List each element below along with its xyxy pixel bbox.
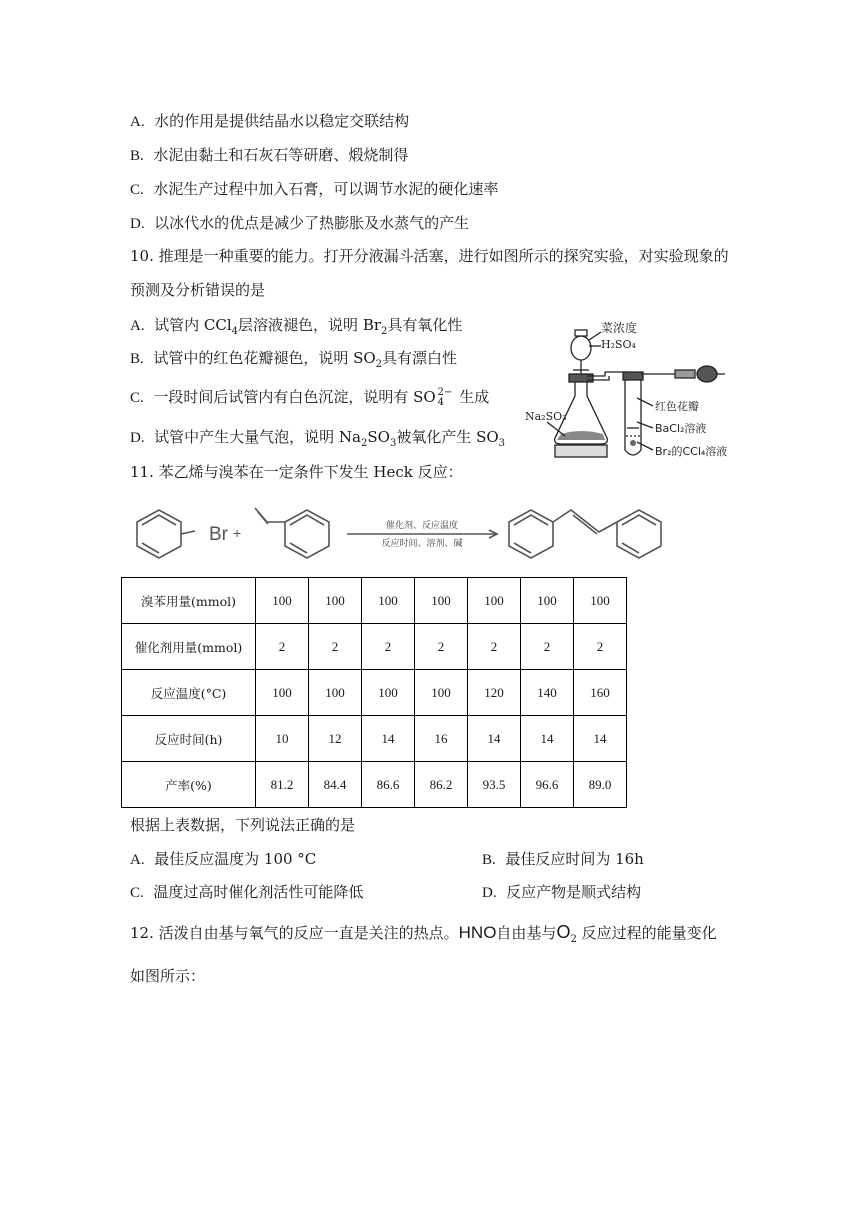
table-cell: 93.5 [468, 762, 521, 808]
table-cell: 100 [574, 578, 627, 624]
apparatus-label-br2: Br₂的CCl₄溶液 [655, 445, 728, 458]
table-row-label: 产率(%) [122, 762, 256, 808]
table-cell: 2 [574, 624, 627, 670]
apparatus-label-top: 菜浓度 [601, 321, 638, 335]
table-cell: 100 [521, 578, 574, 624]
table-cell: 2 [309, 624, 362, 670]
q11-option-c: C. 温度过高时催化剂活性可能降低 [130, 883, 364, 901]
table-row [122, 670, 627, 716]
table-cell: 84.4 [309, 762, 362, 808]
q11-stem: 11. 苯乙烯与溴苯在一定条件下发生 Heck 反应： [130, 463, 463, 481]
table-row-label: 催化剂用量(mmol) [122, 624, 256, 670]
table-cell: 2 [521, 624, 574, 670]
q11-option-b: B. 最佳反应时间为 16h [482, 850, 644, 868]
table-cell: 100 [468, 578, 521, 624]
q10-option-b: B. 试管中的红色花瓣褪色，说明 $SO_2$具有漂白性 [130, 349, 458, 370]
table-cell: 100 [362, 670, 415, 716]
table-cell: 100 [362, 578, 415, 624]
table-cell: 14 [362, 716, 415, 762]
apparatus-label-na2so3: Na₂SO₃ [525, 410, 567, 423]
q12-stem-line2: 如图所示： [130, 967, 206, 985]
table-cell: 120 [468, 670, 521, 716]
table-cell: 140 [521, 670, 574, 716]
reaction-condition-bottom: 反应时间、溶剂、碱 [381, 539, 463, 549]
table-cell: 100 [415, 578, 468, 624]
table-cell: 12 [309, 716, 362, 762]
table-cell: 86.6 [362, 762, 415, 808]
table-cell: 2 [362, 624, 415, 670]
table-cell: 16 [415, 716, 468, 762]
table-row-label: 反应温度(°C) [122, 670, 256, 716]
table-row [122, 716, 627, 762]
q9-option-b: B. 水泥由黏土和石灰石等研磨、煅烧制得 [130, 146, 409, 164]
table-row [122, 762, 627, 808]
table-cell: 160 [574, 670, 627, 716]
heck-reaction-data-table [121, 577, 627, 808]
apparatus-label-bacl2: BaCl₂溶液 [655, 422, 707, 435]
table-cell: 14 [521, 716, 574, 762]
apparatus-label-petal: 红色花瓣 [655, 400, 699, 413]
table-cell: 100 [256, 670, 309, 716]
table-cell: 100 [415, 670, 468, 716]
table-row-label: 溴苯用量(mmol) [122, 578, 256, 624]
reaction-br-label: Br [209, 524, 228, 545]
q9-option-c: C. 水泥生产过程中加入石膏，可以调节水泥的硬化速率 [130, 180, 499, 198]
table-row [122, 578, 627, 624]
q10-stem-line2: 预测及分析错误的是 [130, 281, 266, 299]
table-row-label: 反应时间(h) [122, 716, 256, 762]
reaction-plus: + [233, 525, 242, 541]
q11-option-a: A. 最佳反应温度为 100 °C [130, 850, 317, 868]
q10-option-c: C. 一段时间后试管内有白色沉淀，说明有 SO 2− 4 生成 [130, 387, 490, 408]
q10-option-a: A. 试管内 CCl$_4$层溶液褪色，说明 $Br_2$具有氧化性 [130, 316, 463, 337]
experiment-apparatus-figure [525, 318, 745, 468]
q10-stem-line1: 10. 推理是一种重要的能力。打开分液漏斗活塞，进行如图所示的探究实验，对实验现象的 [130, 247, 729, 265]
table-cell: 100 [309, 670, 362, 716]
heck-reaction-scheme [125, 498, 725, 570]
table-cell: 100 [309, 578, 362, 624]
q12-stem-line1: 12. 活泼自由基与氧气的反应一直是关注的热点。HNO自由基与$O_2$ 反应过程的能量变化 [130, 922, 717, 945]
table-cell: 10 [256, 716, 309, 762]
table-cell: 86.2 [415, 762, 468, 808]
q11-option-d: D. 反应产物是顺式结构 [482, 883, 642, 901]
table-cell: 89.0 [574, 762, 627, 808]
table-cell: 81.2 [256, 762, 309, 808]
table-cell: 2 [415, 624, 468, 670]
q9-option-a: A. 水的作用是提供结晶水以稳定交联结构 [130, 112, 410, 130]
table-cell: 14 [574, 716, 627, 762]
table-cell: 2 [468, 624, 521, 670]
table-cell: 96.6 [521, 762, 574, 808]
q10-option-d: D. 试管中产生大量气泡，说明 $Na_2SO_3$被氧化产生 $SO_3$ [130, 428, 506, 449]
table-cell: 2 [256, 624, 309, 670]
q9-option-d: D. 以冰代水的优点是减少了热膨胀及水蒸气的产生 [130, 214, 470, 232]
table-cell: 100 [256, 578, 309, 624]
q11-after-table: 根据上表数据，下列说法正确的是 [130, 816, 356, 834]
apparatus-label-h2so4: H₂SO₄ [601, 338, 636, 351]
table-row [122, 624, 627, 670]
table-cell: 14 [468, 716, 521, 762]
reaction-condition-top: 催化剂、反应温度 [385, 521, 459, 531]
